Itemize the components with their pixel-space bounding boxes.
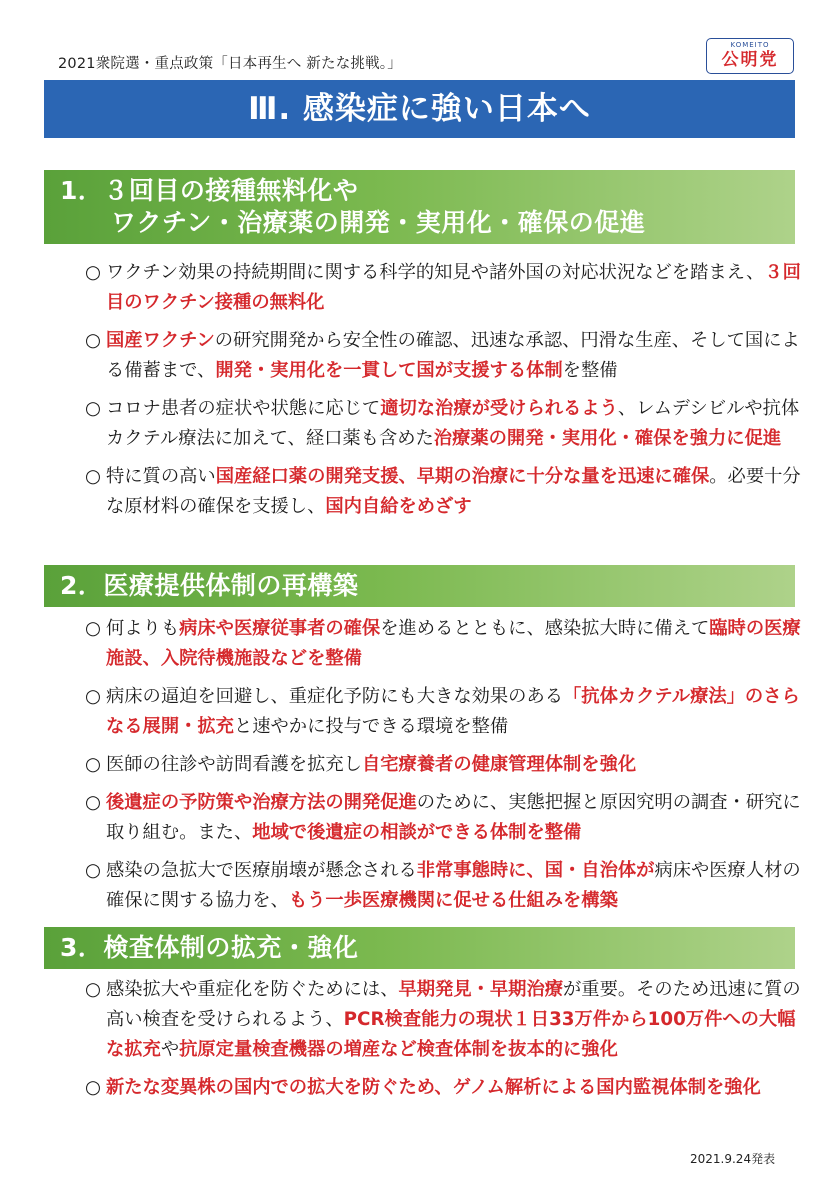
bullet-circle-icon: ○ <box>85 398 101 419</box>
section-heading-line: ワクチン・治療薬の開発・実用化・確保の促進 <box>60 208 646 237</box>
section-items-2 <box>85 614 807 924</box>
highlighted-text: 開発・実用化を一貫して国が支援する体制 <box>215 360 563 381</box>
bullet-circle-icon: ○ <box>85 754 101 775</box>
highlighted-text: 早期発見・早期治療 <box>398 979 564 1000</box>
highlighted-text: 自宅療養者の健康管理体制を強化 <box>361 754 637 775</box>
section-heading-line: 2．医療提供体制の再構築 <box>60 571 359 600</box>
highlighted-text: 新たな変異株の国内での拡大を防ぐため、ゲノム解析による国内監視体制を強化 <box>106 1077 761 1098</box>
bullet-item <box>85 856 807 916</box>
section-heading-line: 1．３回目の接種無料化や <box>60 176 359 205</box>
highlighted-text: 国産経口薬の開発支援、早期の治療に十分な量を迅速に確保 <box>215 466 710 487</box>
bullet-item <box>85 975 807 1065</box>
bullet-item <box>85 326 807 386</box>
bullet-circle-icon: ○ <box>85 262 101 283</box>
highlighted-text: 後遺症の予防策や治療方法の開発促進 <box>106 792 417 813</box>
highlighted-text: 治療薬の開発・実用化・確保を強力に促進 <box>433 428 782 449</box>
page-title: Ⅲ. 感染症に強い日本へ <box>44 80 795 138</box>
bullet-item <box>85 788 807 848</box>
section-items-3 <box>85 975 807 1111</box>
bullet-item <box>85 750 807 780</box>
section-items-1 <box>85 258 807 530</box>
body-text: が重要。そのため迅速に質の高い検査を受けられるよう、 <box>106 979 801 1030</box>
bullet-item <box>85 614 807 674</box>
bullet-item <box>85 258 807 318</box>
bullet-circle-icon: ○ <box>85 860 101 881</box>
highlighted-text: PCR検査能力の現状１日33万件から100万件への大幅な拡充 <box>106 1009 796 1060</box>
section-heading-line: 3．検査体制の拡充・強化 <box>60 933 359 962</box>
section-heading-2 <box>44 565 795 607</box>
highlighted-text: 国産ワクチン <box>106 330 215 351</box>
bullet-circle-icon: ○ <box>85 686 101 707</box>
logo-sub-text: KOMEITO <box>730 41 770 49</box>
highlighted-text: 「抗体カクテル療法」のさらなる展開・拡充 <box>106 686 800 737</box>
body-text: 感染拡大や重症化を防ぐためには、 <box>106 979 399 1000</box>
section-heading-1 <box>44 170 795 244</box>
bullet-item <box>85 682 807 742</box>
highlighted-text: 国内自給をめざす <box>325 496 472 517</box>
bullet-circle-icon: ○ <box>85 1077 101 1098</box>
highlighted-text: もう一歩医療機関に促せる仕組みを構築 <box>288 890 618 911</box>
body-text: 病床の逼迫を回避し、重症化予防にも大きな効果のある <box>106 686 564 707</box>
bullet-circle-icon: ○ <box>85 792 101 813</box>
body-text: を進めるとともに、感染拡大時に備えて <box>380 618 710 639</box>
bullet-item <box>85 394 807 454</box>
highlighted-text: 地域で後遺症の相談ができる体制を整備 <box>252 822 582 843</box>
section-heading-3 <box>44 927 795 969</box>
bullet-circle-icon: ○ <box>85 979 101 1000</box>
body-text: 、レムデシビルや抗体カクテル療法に加えて、経口薬も含めた <box>106 398 800 449</box>
bullet-item <box>85 1073 807 1103</box>
body-text: や <box>160 1039 180 1060</box>
body-text: 何よりも <box>106 618 180 639</box>
bullet-circle-icon: ○ <box>85 466 101 487</box>
publish-date: 2021.9.24発表 <box>690 1152 776 1166</box>
bullet-circle-icon: ○ <box>85 618 101 639</box>
body-text: のために、実態把握と原因究明の調査・研究に取り組む。また、 <box>106 792 801 843</box>
bullet-item <box>85 462 807 522</box>
campaign-header-text: 2021衆院選・重点政策「日本再生へ 新たな挑戦。」 <box>58 56 402 72</box>
body-text: 。必要十分な原材料の確保を支援し、 <box>106 466 801 517</box>
highlighted-text: 病床や医療従事者の確保 <box>179 618 381 639</box>
highlighted-text: ３回目のワクチン接種の無料化 <box>106 262 801 313</box>
highlighted-text: 非常事態時に、国・自治体が <box>416 860 655 881</box>
body-text: ワクチン効果の持続期間に関する科学的知見や諸外国の対応状況などを踏まえ、 <box>106 262 765 283</box>
body-text: コロナ患者の症状や状態に応じて <box>106 398 381 419</box>
body-text: の研究開発から安全性の確認、迅速な承認、円滑な生産、そして国による備蓄まで、 <box>106 330 800 381</box>
body-text: と速やかに投与できる環境を整備 <box>233 716 509 737</box>
highlighted-text: 適切な治療が受けられるよう <box>380 398 618 419</box>
highlighted-text: 抗原定量検査機器の増産など検査体制を抜本的に強化 <box>179 1039 618 1060</box>
body-text: 感染の急拡大で医療崩壊が懸念される <box>106 860 417 881</box>
logo-main-text: 公明党 <box>721 50 779 70</box>
komeito-logo <box>706 38 794 74</box>
body-text: 医師の往診や訪問看護を拡充し <box>106 754 362 775</box>
bullet-circle-icon: ○ <box>85 330 101 351</box>
body-text: 特に質の高い <box>106 466 216 487</box>
highlighted-text: 臨時の医療施設、入院待機施設などを整備 <box>106 618 801 669</box>
body-text: 病床や医療人材の確保に関する協力を、 <box>106 860 801 911</box>
body-text: を整備 <box>562 360 618 381</box>
